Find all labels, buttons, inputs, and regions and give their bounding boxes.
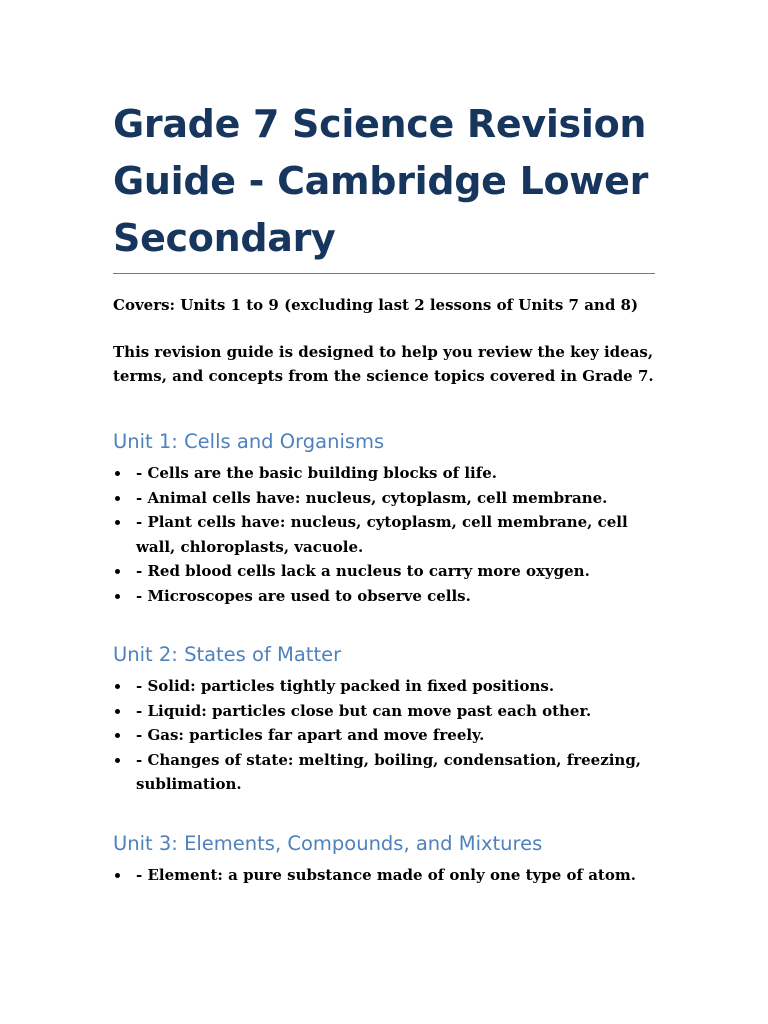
bullet-icon [115,709,120,714]
bullet-icon [115,496,120,501]
unit-3-heading: Unit 3: Elements, Compounds, and Mixtures [113,831,543,855]
list-item-text: - Gas: particles far apart and move freely. [136,726,485,744]
list-item-text: - Cells are the basic building blocks of life. [136,464,497,482]
bullet-icon [115,594,120,599]
bullet-icon [115,733,120,738]
list-item [113,559,658,584]
bullet-icon [115,520,120,525]
intro-paragraph: This revision guide is designed to help you review the key ideas, terms, and concepts from the science topics covered in Grade 7. [113,343,654,385]
list-item [113,510,658,559]
list-item-text: - Animal cells have: nucleus, cytoplasm, cell membrane. [136,488,608,507]
title-divider [113,273,655,274]
list-item [113,699,658,724]
list-item [113,863,658,888]
list-item [113,723,658,748]
bullet-icon [115,684,120,689]
document-page [113,96,658,887]
list-item [113,486,658,511]
list-item-text: - Solid: particles tightly packed in fixed positions. [136,677,555,695]
list-item [113,584,658,609]
bullet-icon [115,471,120,476]
bullet-icon [115,873,120,878]
list-item [113,461,658,486]
list-item-text: - Plant cells have: nucleus, cytoplasm, cell membrane, cell wall, chloroplasts, vacuole. [136,513,628,556]
unit-1-heading: Unit 1: Cells and Organisms [113,430,385,453]
list-item-text: - Microscopes are used to observe cells. [136,586,471,605]
covers-note: Covers: Units 1 to 9 (excluding last 2 lessons of Units 7 and 8) [113,296,639,314]
document-title: Grade 7 Science Revision Guide - Cambridge Lower Secondary [113,102,649,260]
list-item-text: - Changes of state: melting, boiling, condensation, freezing, sublimation. [136,750,642,793]
unit-2-heading: Unit 2: States of Matter [113,643,342,666]
list-item-text: - Element: a pure substance made of only one type of atom. [136,865,636,884]
list-item-text: - Red blood cells lack a nucleus to carry more oxygen. [136,562,590,580]
unit-3-list [113,863,658,888]
unit-1-list [113,461,658,608]
bullet-icon [115,758,120,763]
list-item-text: - Liquid: particles close but can move past each other. [136,701,592,720]
list-item [113,674,658,699]
list-item [113,748,658,797]
bullet-icon [115,569,120,574]
unit-2-list [113,674,658,797]
